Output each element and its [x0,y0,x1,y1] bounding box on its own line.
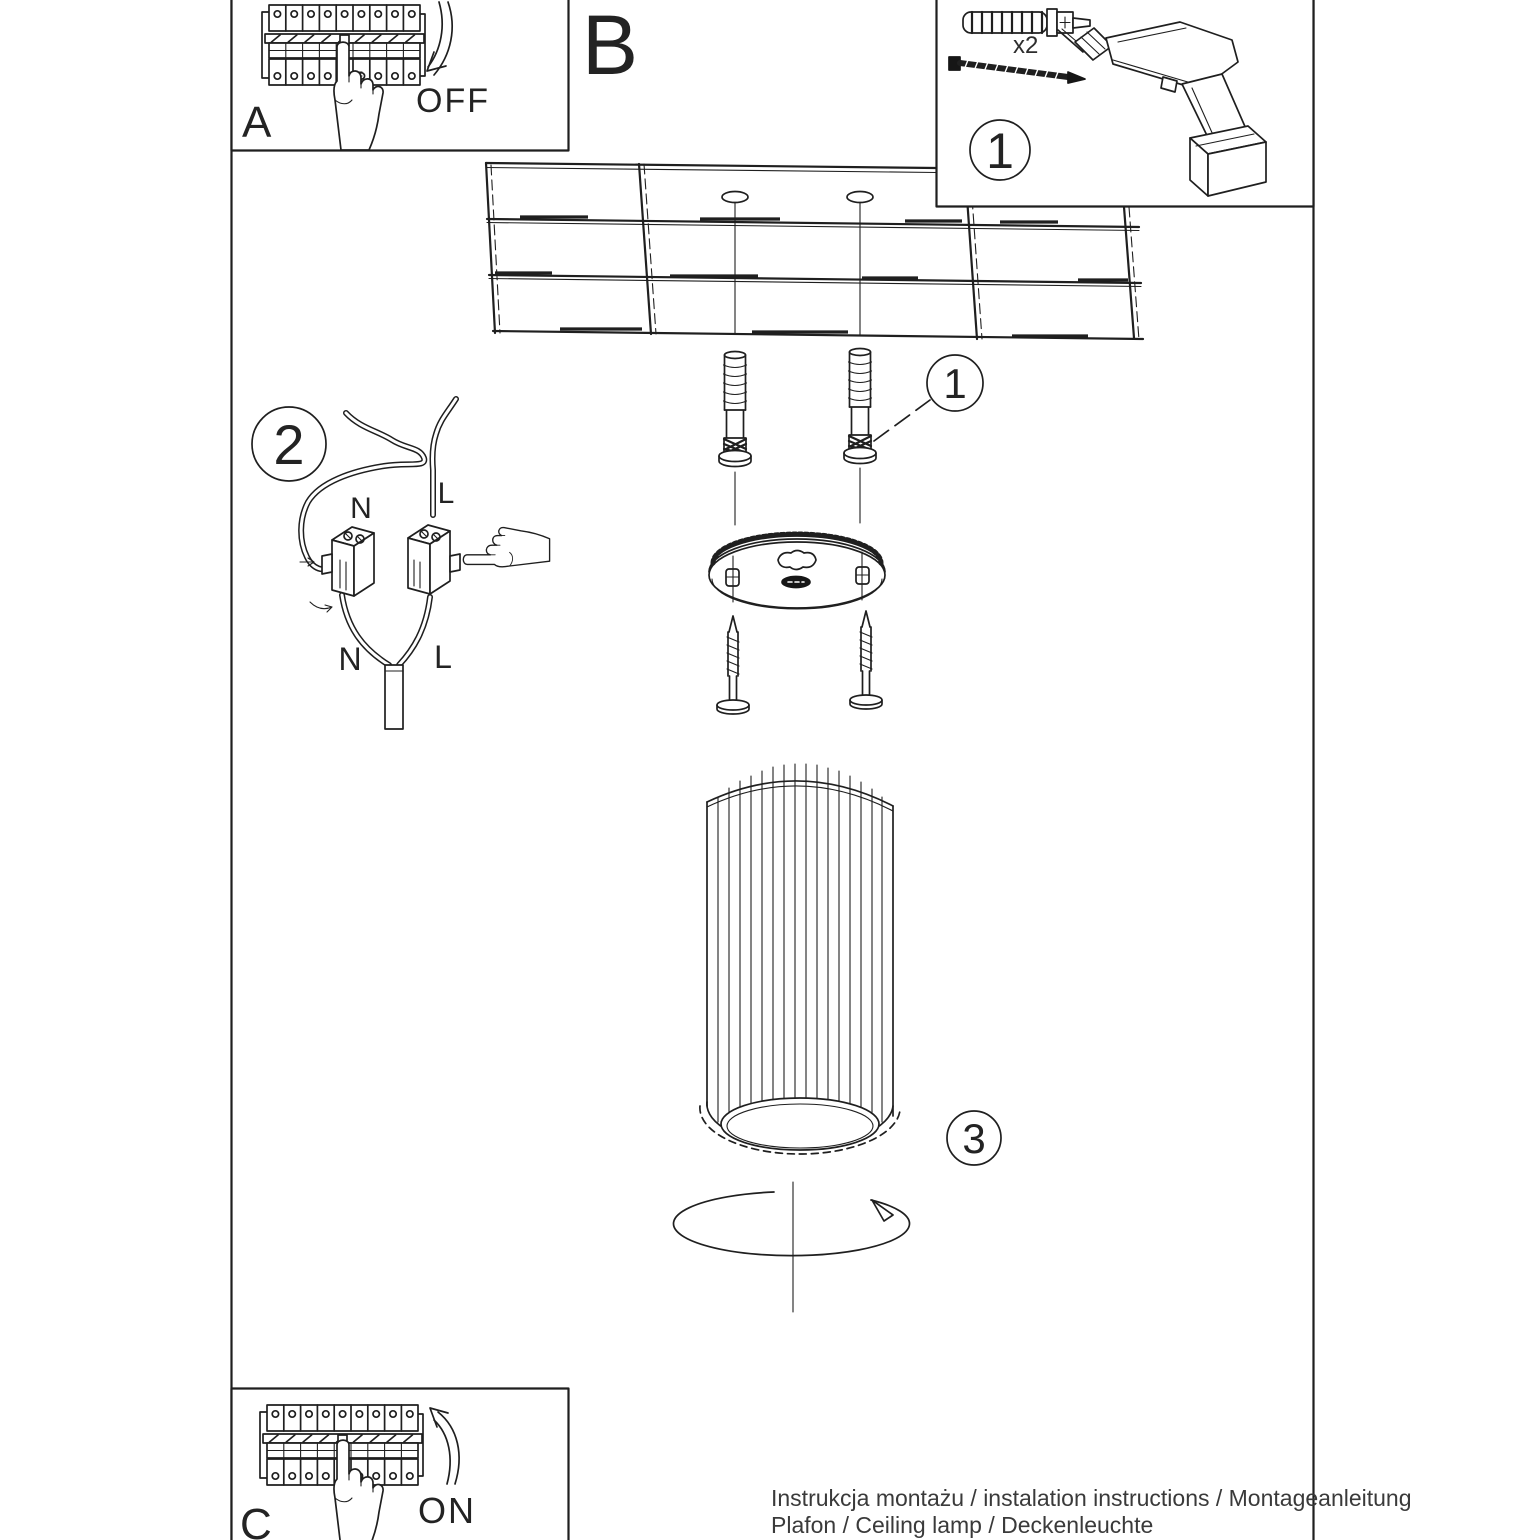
wall-anchors [719,349,983,526]
panel-c-label: C [240,1500,272,1540]
canopy-illustration [709,534,885,609]
wire-l-label: L [434,639,452,675]
footer [771,1485,1412,1538]
drill-hole [847,192,873,336]
panel-a-label: A [242,98,272,147]
step-1-number: 1 [986,123,1014,179]
mounting-screws [717,611,882,714]
panel-a [232,0,569,151]
footer-line-2: Plafon / Ceiling lamp / Deckenleuchte [771,1512,1154,1538]
anchor-quantity-label: x2 [1013,32,1039,59]
anchor-callout-number: 1 [943,360,967,407]
anchor-callout-badge [927,355,983,411]
mounting-screw-illustration [850,611,882,709]
step-2-badge [252,407,326,481]
step-3-badge [947,1111,1001,1165]
panel-c [232,1389,569,1540]
terminal-n-label: N [350,492,372,525]
terminal-block-live [408,525,460,594]
wall-anchor-illustration [719,352,751,467]
step-1-badge [970,120,1030,180]
parts-box [937,0,1314,207]
cable-sleeve [385,665,403,729]
terminal-block-neutral [300,527,374,612]
wiring-step [252,399,550,729]
footer-line-1: Instrukcja montażu / instalation instructions / Montageanleitung [771,1485,1412,1511]
drill-hole [722,192,748,334]
wall-anchor-illustration [844,349,876,464]
switch-off-label: OFF [416,82,490,120]
step-3-number: 3 [962,1115,986,1162]
wire-n-label: N [338,641,362,677]
pointing-hand-icon [463,528,549,567]
lamp-shade-illustration [700,764,1001,1165]
terminal-l-label: L [437,477,455,510]
mounting-screw-illustration [717,616,749,714]
step-2-number: 2 [273,413,305,476]
switch-on-label: ON [418,1490,476,1531]
panel-b-label: B [582,0,639,92]
rotation-arrow-icon [673,1182,909,1312]
